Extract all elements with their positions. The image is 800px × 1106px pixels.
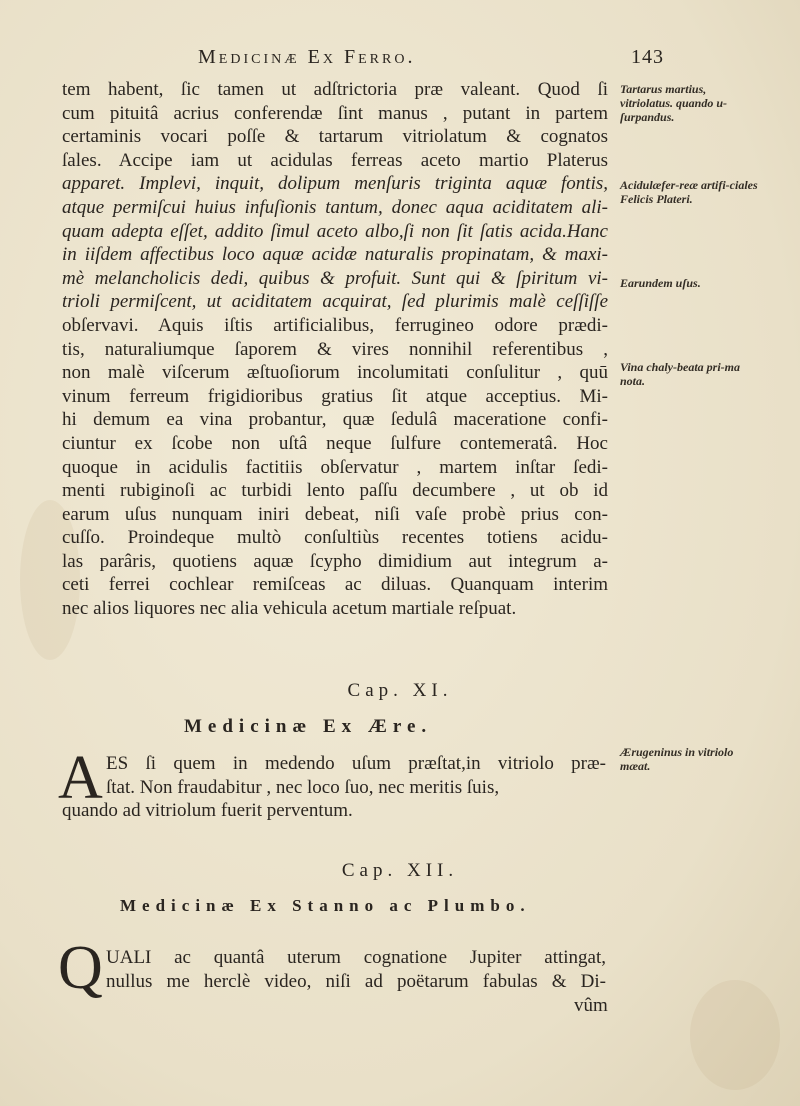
text-line: hi demum ea vina probantur, quæ ſedulâ maceratione confi- — [62, 409, 608, 431]
text-line: in iiſdem affectibus loco aquæ acidæ naturalis propinatam, & maxi- — [62, 244, 608, 266]
margin-note: Acidulæfer-reæ artifi-ciales Felicis Plateri. — [620, 178, 758, 206]
text-line: obſervavi. Aquis iſtis artificialibus, ferrugineo odore prædi- — [62, 314, 608, 336]
text-line: mè melancholicis dedi, quibus & profuit. Sunt qui & ſpiritum vi- — [62, 267, 608, 289]
running-title: Medicinæ Ex Ferro. — [198, 46, 416, 68]
text-line: earum uſus nunquam iniri debeat, niſi vaſe probè prius con- — [62, 503, 608, 525]
text-line: certaminis vocari poſſe & tartarum vitriolatum & cognatos — [62, 126, 608, 148]
text-line: ceti ferrei cochlear remiſceas ac diluas. Quanquam interim — [62, 574, 608, 596]
text-line: ſales. Accipe iam ut acidulas ferreas aceto martio Platerus — [62, 149, 608, 171]
paragraph-3 — [106, 946, 606, 993]
text-line: vinum ferreum frigidioribus gratius ſit atque acceptius. Mi- — [62, 385, 608, 407]
text-line: nullus me herclè video, niſi ad poëtarum fabulas & Di- — [106, 970, 606, 992]
paragraph-2-end — [62, 799, 608, 823]
text-line: atque permiſcui huius infuſionis tantum, donec aqua aciditatem ali- — [62, 196, 608, 218]
text-line: quoque in acidulis factitiis obſervatur , martem inſtar ſedi- — [62, 456, 608, 478]
text-line: cuſſo. Proindeque multò conſultiùs recentes totiens acidu- — [62, 527, 608, 549]
margin-note: Earundem uſus. — [620, 276, 701, 290]
text-line: UALI ac quantâ uterum cognatione Jupiter attingat, — [106, 947, 606, 968]
text-line: cum pituitâ acrius conferendæ ſint manus , putant in partem — [62, 102, 608, 124]
paragraph-1 — [62, 78, 608, 621]
margin-note: Tartarus martius, vitriolatus. quando u-ſurpandus. — [620, 82, 728, 124]
chapter-caption: Cap. XI. — [347, 680, 453, 701]
paragraph-2 — [106, 752, 606, 799]
chapter-title: Medicinæ Ex Ære. — [184, 716, 433, 737]
text-line: trioli permiſcent, ut aciditatem acquirat, ſed plurimis malè ceſſiſſe — [62, 291, 608, 313]
text-line: tis, naturaliumque ſaporem & vires nonnihil referentibus , — [62, 338, 608, 360]
text-line: quando ad vitriolum fuerit perventum. — [62, 800, 353, 821]
margin-note: Ærugeninus in vitriolo mæat. — [620, 745, 734, 773]
text-line: non malè viſcerum æſtuoſiorum incolumitati conſulitur , quū — [62, 362, 608, 384]
drop-cap: Q — [58, 934, 103, 1002]
margin-note: Vina chaly-beata pri-ma nota. — [620, 360, 740, 388]
text-line: nec alios liquores nec alia vehicula acetum martiale reſpuat. — [62, 598, 517, 620]
text-line: ciuntur ex ſcobe non uſtâ neque ſulfure contemeratâ. Hoc — [62, 432, 608, 454]
text-line: las parâris, quotiens aquæ ſcypho dimidium aut integrum a- — [62, 550, 608, 572]
catchword: vûm — [574, 995, 608, 1016]
page-number: 143 — [631, 46, 664, 68]
drop-cap: A — [58, 744, 103, 812]
text-line: ES ſi quem in medendo uſum præſtat,in vitriolo præ- — [106, 753, 606, 774]
text-line: quam adepta eſſet, addito ſimul aceto albo,ſi non ſit ſatis acida.Hanc — [62, 220, 608, 242]
paper-stain — [690, 980, 780, 1090]
chapter-title: Medicinæ Ex Stanno ac Plumbo. — [120, 896, 531, 915]
text-line: menti rubiginoſi ac turbidi lento paſſu decumbere , ut ob id — [62, 480, 608, 502]
chapter-caption: Cap. XII. — [341, 860, 459, 881]
text-line: apparet. Implevi, inquit, dolipum menſuris triginta aquæ fontis, — [62, 173, 608, 195]
text-line: ſtat. Non fraudabitur , nec loco ſuo, nec meritis ſuis, — [106, 776, 500, 798]
text-line: tem habent, ſic tamen ut adſtrictoria præ valeant. Quod ſi — [62, 79, 608, 100]
running-header — [198, 46, 678, 69]
